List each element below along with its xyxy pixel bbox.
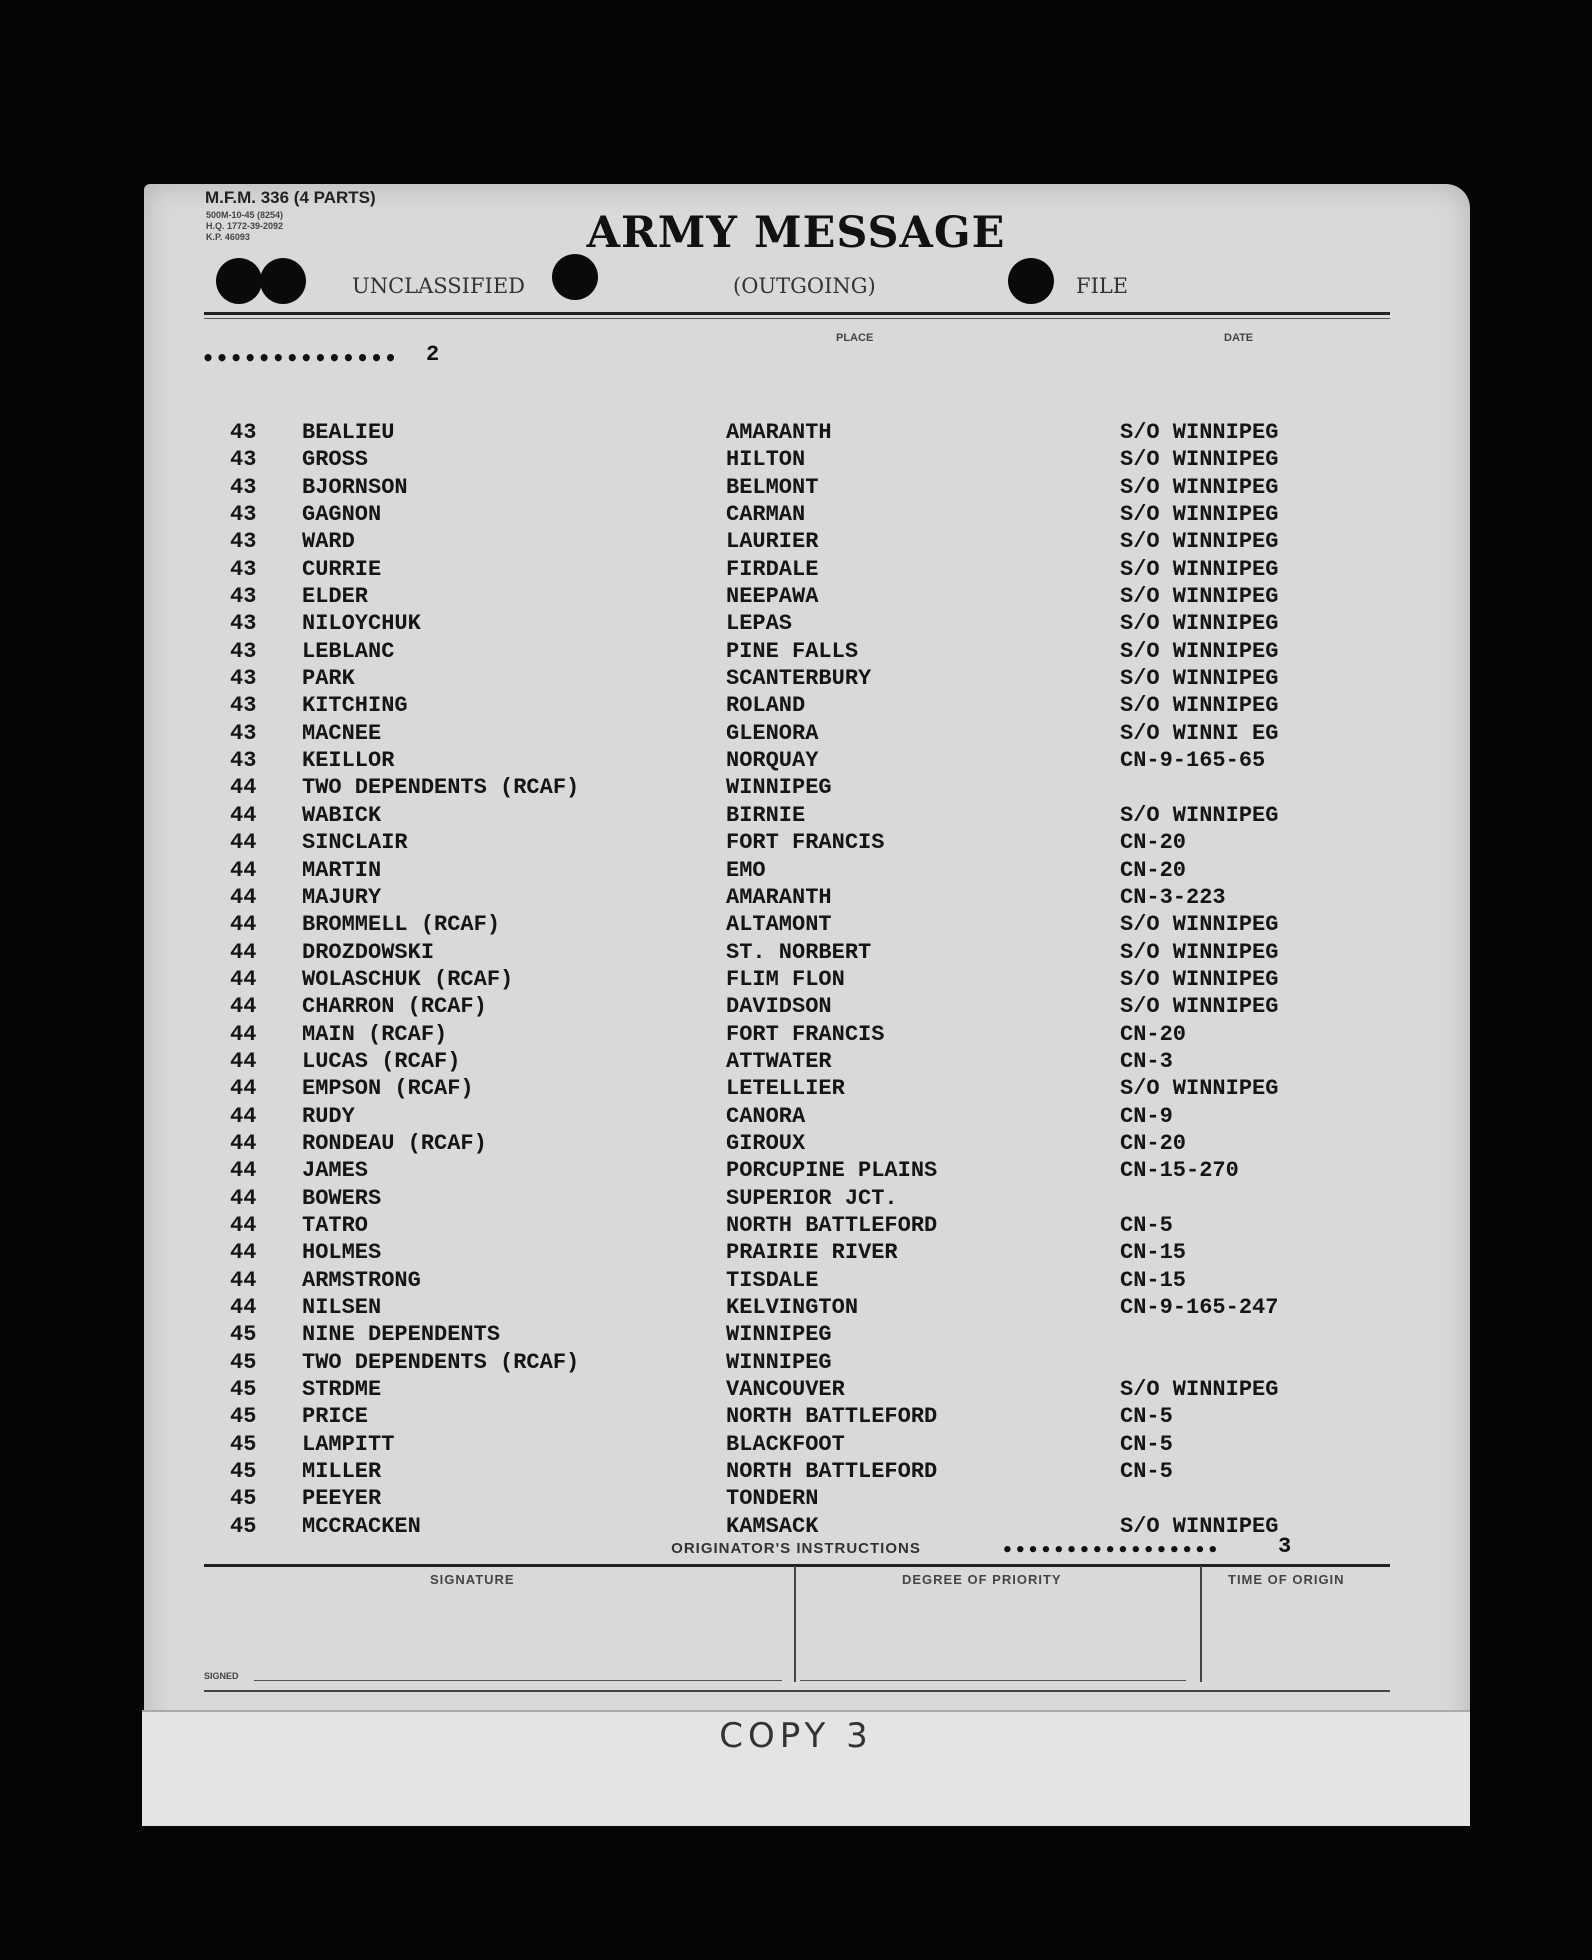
entry-place: GLENORA (726, 720, 819, 746)
entry-number: 44 (230, 802, 257, 828)
entry-place: GIROUX (726, 1130, 806, 1156)
form-number: M.F.M. 336 (4 PARTS) (205, 188, 376, 207)
entry-place: BELMONT (726, 474, 819, 500)
entry-place: PORCUPINE PLAINS (726, 1158, 938, 1184)
entry-place: WINNIPEG (726, 1322, 832, 1348)
list-item (190, 445, 1360, 472)
list-item (190, 1156, 1360, 1183)
list-item (190, 1457, 1360, 1484)
entry-place: AMARANTH (726, 420, 832, 445)
time-of-origin-label: TIME OF ORIGIN (1228, 1572, 1345, 1587)
entry-name: MILLER (302, 1459, 382, 1485)
entry-number: 44 (230, 966, 257, 992)
entry-destination: S/O WINNIPEG (1120, 966, 1279, 992)
entry-destination: S/O WINNIPEG (1120, 420, 1279, 445)
entry-place: BLACKFOOT (726, 1431, 845, 1457)
entry-destination: S/O WINNIPEG (1120, 584, 1279, 610)
entry-place: HILTON (726, 447, 806, 473)
entry-number: 43 (230, 748, 257, 774)
entry-destination: S/O WINNIPEG (1120, 556, 1279, 582)
entry-name: KEILLOR (302, 748, 395, 774)
entry-number: 44 (230, 857, 257, 883)
entry-name: MAJURY (302, 884, 382, 910)
entry-destination: CN-9-165-65 (1120, 748, 1266, 774)
entry-number: 43 (230, 584, 257, 610)
entry-number: 45 (230, 1377, 257, 1403)
entry-number: 44 (230, 1048, 257, 1074)
entry-place: FORT FRANCIS (726, 830, 885, 856)
header-rule (204, 312, 1390, 315)
entry-number: 43 (230, 611, 257, 637)
print-code: H.Q. 1772-39-2092 (206, 221, 284, 231)
entry-destination: CN-20 (1120, 857, 1187, 883)
entry-destination: S/O WINNIPEG (1120, 611, 1279, 637)
list-item (190, 1047, 1360, 1074)
list-item (190, 773, 1360, 800)
entry-place: CANORA (726, 1103, 806, 1129)
list-item (190, 1484, 1360, 1511)
list-item (190, 637, 1360, 664)
list-item (190, 1020, 1360, 1047)
entry-place: NORTH BATTLEFORD (726, 1212, 938, 1238)
entry-destination: CN-20 (1120, 1130, 1187, 1156)
entry-destination: S/O WINNIPEG (1120, 474, 1279, 500)
footer-divider (1200, 1566, 1202, 1682)
entry-number: 44 (230, 1212, 257, 1238)
entry-place: NORTH BATTLEFORD (726, 1404, 938, 1430)
footer-divider (794, 1566, 796, 1682)
print-code: 500M-10-45 (8254) (206, 210, 284, 220)
entry-place: EMO (726, 857, 766, 883)
entry-destination: S/O WINNIPEG (1120, 994, 1279, 1020)
entry-place: LEPAS (726, 611, 793, 637)
list-item (190, 418, 1360, 445)
signature-line (254, 1680, 782, 1681)
entry-destination: CN-20 (1120, 1021, 1187, 1047)
entry-name: BOWERS (302, 1185, 382, 1211)
entry-name: MCCRACKEN (302, 1513, 421, 1539)
entry-place: SCANTERBURY (726, 666, 872, 692)
entry-name: RONDEAU (RCAF) (302, 1130, 487, 1156)
entry-name: JAMES (302, 1158, 369, 1184)
entry-place: KAMSACK (726, 1513, 819, 1539)
entry-place: ST. NORBERT (726, 939, 872, 965)
entry-number: 43 (230, 420, 257, 445)
entry-number: 44 (230, 1240, 257, 1266)
entry-name: TATRO (302, 1212, 369, 1238)
list-item (190, 1074, 1360, 1101)
entry-place: ROLAND (726, 693, 806, 719)
list-item (190, 1402, 1360, 1429)
copy-label: COPY 3 (719, 1716, 873, 1756)
entry-destination: CN-15-270 (1120, 1158, 1239, 1184)
entry-number: 45 (230, 1404, 257, 1430)
entry-destination: S/O WINNIPEG (1120, 693, 1279, 719)
entry-destination: S/O WINNIPEG (1120, 447, 1279, 473)
list-item (190, 1102, 1360, 1129)
list-item (190, 664, 1360, 691)
entry-place: LAURIER (726, 529, 819, 555)
entry-destination: CN-3 (1120, 1048, 1173, 1074)
page-title: ARMY MESSAGE (586, 208, 1006, 258)
entry-place: TISDALE (726, 1267, 819, 1293)
entry-number: 43 (230, 666, 257, 692)
entry-name: LUCAS (RCAF) (302, 1048, 461, 1074)
next-page-number: 3 (1278, 1534, 1292, 1559)
entry-number: 43 (230, 474, 257, 500)
entry-name: CURRIE (302, 556, 382, 582)
list-item (190, 828, 1360, 855)
entry-name: HOLMES (302, 1240, 382, 1266)
punch-hole-icon (260, 258, 306, 304)
classification-label: UNCLASSIFIED (352, 274, 525, 298)
entry-place: TONDERN (726, 1486, 819, 1512)
entry-place: NORQUAY (726, 748, 819, 774)
entry-destination: S/O WINNIPEG (1120, 529, 1279, 555)
entry-destination: CN-20 (1120, 830, 1187, 856)
list-item (190, 910, 1360, 937)
file-label: FILE (1076, 274, 1129, 298)
entry-destination: S/O WINNIPEG (1120, 912, 1279, 938)
entry-number: 45 (230, 1513, 257, 1539)
list-item (190, 1129, 1360, 1156)
entry-number: 44 (230, 994, 257, 1020)
entry-number: 44 (230, 884, 257, 910)
entry-place: FLIM FLON (726, 966, 845, 992)
entry-place: AMARANTH (726, 884, 832, 910)
list-item (190, 1266, 1360, 1293)
list-item (190, 582, 1360, 609)
entry-number: 45 (230, 1459, 257, 1485)
direction-label: (OUTGOING) (733, 274, 876, 298)
entry-place: CARMAN (726, 502, 806, 528)
entry-name: EMPSON (RCAF) (302, 1076, 474, 1102)
list-item (190, 691, 1360, 718)
entry-name: KITCHING (302, 693, 408, 719)
entry-name: TWO DEPENDENTS (RCAF) (302, 1349, 580, 1375)
list-item (190, 1238, 1360, 1265)
entry-number: 45 (230, 1349, 257, 1375)
list-item (190, 1430, 1360, 1457)
entry-place: NEEPAWA (726, 584, 819, 610)
entry-place: FIRDALE (726, 556, 819, 582)
entry-place: ATTWATER (726, 1048, 832, 1074)
entry-place: LETELLIER (726, 1076, 845, 1102)
entry-name: GAGNON (302, 502, 382, 528)
entry-name: NILOYCHUK (302, 611, 421, 637)
entry-place: WINNIPEG (726, 775, 832, 801)
instructions-leader-dots: ••••••••••••••••• (1002, 1540, 1221, 1561)
entry-number: 44 (230, 1130, 257, 1156)
list-item (190, 1512, 1360, 1539)
entry-destination: S/O WINNIPEG (1120, 666, 1279, 692)
list-item (190, 856, 1360, 883)
header-rule-thin (204, 318, 1390, 319)
print-code: K.P. 46093 (206, 232, 250, 242)
entry-name: SINCLAIR (302, 830, 408, 856)
entry-name: MAIN (RCAF) (302, 1021, 448, 1047)
entry-name: NINE DEPENDENTS (302, 1322, 501, 1348)
entry-destination: S/O WINNIPEG (1120, 502, 1279, 528)
list-item (190, 992, 1360, 1019)
entry-destination: CN-5 (1120, 1212, 1173, 1238)
priority-line (800, 1680, 1186, 1681)
entry-number: 43 (230, 447, 257, 473)
entry-place: PRAIRIE RIVER (726, 1240, 898, 1266)
entry-number: 45 (230, 1322, 257, 1348)
list-item (190, 500, 1360, 527)
entry-number: 45 (230, 1431, 257, 1457)
entry-name: LAMPITT (302, 1431, 395, 1457)
entry-destination: CN-9-165-247 (1120, 1295, 1279, 1320)
entry-place: WINNIPEG (726, 1349, 832, 1375)
signed-label: SIGNED (204, 1671, 239, 1681)
entry-place: NORTH BATTLEFORD (726, 1459, 938, 1485)
entry-destination: S/O WINNI EG (1120, 720, 1279, 746)
message-entries-list (190, 418, 1360, 1539)
entry-number: 43 (230, 556, 257, 582)
entry-name: MACNEE (302, 720, 382, 746)
punch-hole-icon (216, 258, 262, 304)
entry-name: PARK (302, 666, 355, 692)
punch-hole-icon (1008, 258, 1054, 304)
entry-destination: S/O WINNIPEG (1120, 1377, 1279, 1403)
entry-name: ELDER (302, 584, 369, 610)
entry-destination: S/O WINNIPEG (1120, 1076, 1279, 1102)
entry-number: 44 (230, 1076, 257, 1102)
entry-name: PRICE (302, 1404, 369, 1430)
entry-destination: CN-5 (1120, 1404, 1173, 1430)
list-item (190, 473, 1360, 500)
entry-name: WARD (302, 529, 355, 555)
list-item (190, 609, 1360, 636)
entry-number: 44 (230, 1021, 257, 1047)
entry-name: STRDME (302, 1377, 382, 1403)
priority-label: DEGREE OF PRIORITY (902, 1572, 1062, 1587)
list-item (190, 555, 1360, 582)
entry-destination: CN-9 (1120, 1103, 1173, 1129)
entry-place: FORT FRANCIS (726, 1021, 885, 1047)
footer-bottom-rule (204, 1690, 1390, 1692)
entry-place: KELVINGTON (726, 1295, 859, 1320)
list-item (190, 965, 1360, 992)
list-item (190, 1348, 1360, 1375)
entry-destination: S/O WINNIPEG (1120, 939, 1279, 965)
entry-name: LEBLANC (302, 638, 395, 664)
page-number: 2 (426, 342, 440, 367)
entry-name: PEEYER (302, 1486, 382, 1512)
entry-name: WABICK (302, 802, 382, 828)
entry-number: 44 (230, 1103, 257, 1129)
entry-number: 45 (230, 1486, 257, 1512)
entry-name: DROZDOWSKI (302, 939, 435, 965)
date-label: DATE (1224, 332, 1254, 344)
entry-name: NILSEN (302, 1295, 382, 1320)
entry-destination: CN-15 (1120, 1240, 1187, 1266)
entry-number: 44 (230, 1158, 257, 1184)
entry-destination: S/O WINNIPEG (1120, 1513, 1279, 1539)
list-item (190, 1184, 1360, 1211)
entry-place: VANCOUVER (726, 1377, 845, 1403)
entry-destination: CN-5 (1120, 1431, 1173, 1457)
footer-rule (204, 1564, 1390, 1567)
list-item (190, 938, 1360, 965)
list-item (190, 1211, 1360, 1238)
punch-hole-icon (552, 254, 598, 300)
entry-place: PINE FALLS (726, 638, 859, 664)
signature-label: SIGNATURE (430, 1572, 515, 1587)
entry-destination: S/O WINNIPEG (1120, 638, 1279, 664)
entry-destination: CN-15 (1120, 1267, 1187, 1293)
list-item (190, 527, 1360, 554)
list-item (190, 1320, 1360, 1347)
entry-number: 44 (230, 1267, 257, 1293)
originator-instructions-label: ORIGINATOR'S INSTRUCTIONS (671, 1540, 921, 1557)
entry-number: 44 (230, 830, 257, 856)
entry-destination: CN-5 (1120, 1459, 1173, 1485)
entry-name: WOLASCHUK (RCAF) (302, 966, 514, 992)
entry-name: GROSS (302, 447, 369, 473)
entry-number: 44 (230, 1295, 257, 1320)
entry-number: 43 (230, 529, 257, 555)
entry-name: RUDY (302, 1103, 355, 1129)
entry-number: 43 (230, 502, 257, 528)
entry-name: BJORNSON (302, 474, 408, 500)
entry-name: MARTIN (302, 857, 382, 883)
list-item (190, 1375, 1360, 1402)
entry-place: SUPERIOR JCT. (726, 1185, 898, 1211)
entry-number: 43 (230, 638, 257, 664)
entry-number: 44 (230, 912, 257, 938)
entry-number: 44 (230, 1185, 257, 1211)
list-item (190, 719, 1360, 746)
entry-number: 43 (230, 693, 257, 719)
entry-place: ALTAMONT (726, 912, 832, 938)
entry-name: TWO DEPENDENTS (RCAF) (302, 775, 580, 801)
entry-destination: S/O WINNIPEG (1120, 802, 1279, 828)
entry-name: CHARRON (RCAF) (302, 994, 487, 1020)
entry-place: BIRNIE (726, 802, 806, 828)
page-leader-dots: •••••••••••••• (202, 346, 399, 370)
list-item (190, 801, 1360, 828)
entry-number: 43 (230, 720, 257, 746)
entry-number: 44 (230, 775, 257, 801)
entry-name: BEALIEU (302, 420, 395, 445)
list-item (190, 746, 1360, 773)
list-item (190, 883, 1360, 910)
entry-name: ARMSTRONG (302, 1267, 421, 1293)
list-item (190, 1293, 1360, 1320)
entry-number: 44 (230, 939, 257, 965)
place-label: PLACE (836, 332, 874, 344)
entry-place: DAVIDSON (726, 994, 832, 1020)
entry-destination: CN-3-223 (1120, 884, 1226, 910)
entry-name: BROMMELL (RCAF) (302, 912, 501, 938)
